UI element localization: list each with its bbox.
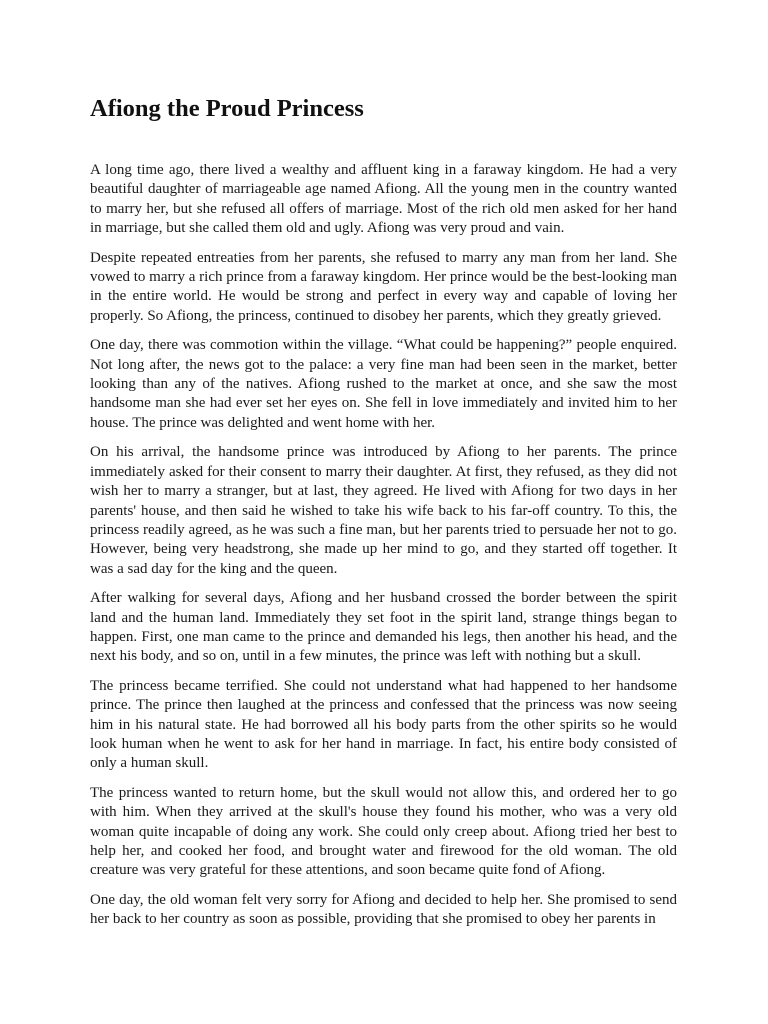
document-body <box>90 161 677 930</box>
paragraph-2: Despite repeated entreaties from her parents, she refused to marry any man from her land. She vowed to marry a rich prince from a faraway kingdom. Her prince would be the best-looking man in the entire world. He would be strong and perfect in every way and capable of loving her properly. So Afiong, the princess, continued to disobey her parents, which they greatly grieved. <box>90 249 677 324</box>
paragraph-1: A long time ago, there lived a wealthy and affluent king in a faraway kingdom. He had a very beautiful daughter of marriageable age named Afiong. All the young men in the country wanted to marry her, but she refused all offers of marriage. Most of the rich old men asked for her hand in marriage, but she called them old and ugly. Afiong was very proud and vain. <box>90 162 677 237</box>
paragraph-8: One day, the old woman felt very sorry for Afiong and decided to help her. She promised to send her back to her country as soon as possible, providing that she promised to obey her parents in <box>90 891 677 928</box>
paragraph-5: After walking for several days, Afiong and her husband crossed the border between the spirit land and the human land. Immediately they set foot in the spirit land, strange things began to happen. First, one man came to the prince and demanded his legs, then another his head, and the next his body, and so on, until in a few minutes, the prince was left with nothing but a skull. <box>90 590 677 665</box>
document-page <box>90 0 677 1024</box>
paragraph-7: The princess wanted to return home, but the skull would not allow this, and ordered her to go with him. When they arrived at the skull's house they found his mother, who was a very old woman quite incapable of doing any work. She could only creep about. Afiong tried her best to help her, and cooked her food, and brought water and firewood for the old woman. The old creature was very grateful for these attentions, and soon became quite fond of Afiong. <box>90 784 677 879</box>
paragraph-3: One day, there was commotion within the village. “What could be happening?” people enquired. Not long after, the news got to the palace: a very fine man had been seen in the market, better looking than any of the natives. Afiong rushed to the market at once, and she saw the most handsome man she had ever set her eyes on. She fell in love immediately and invited him to her house. The prince was delighted and went home with her. <box>90 337 677 431</box>
document-title: Afiong the Proud Princess <box>90 95 364 122</box>
paragraph-4: On his arrival, the handsome prince was introduced by Afiong to her parents. The prince immediately asked for their consent to marry their daughter. At first, they refused, as they did not wish her to marry a stranger, but at last, they agreed. He lived with Afiong for two days in her parents' house, and then said he wished to take his wife back to his far-off country. To this, the princess readily agreed, as he was such a fine man, but her parents tried to persuade her not to go. However, being very headstrong, she made up her mind to go, and they started off together. It was a sad day for the king and the queen. <box>90 444 677 577</box>
paragraph-6: The princess became terrified. She could not understand what had happened to her handsome prince. The prince then laughed at the princess and confessed that the princess was now seeing him in his natural state. He had borrowed all his body parts from the other spirits so he would look human when he went to ask for her hand in marriage. In fact, his entire body consisted of only a human skull. <box>90 677 677 772</box>
